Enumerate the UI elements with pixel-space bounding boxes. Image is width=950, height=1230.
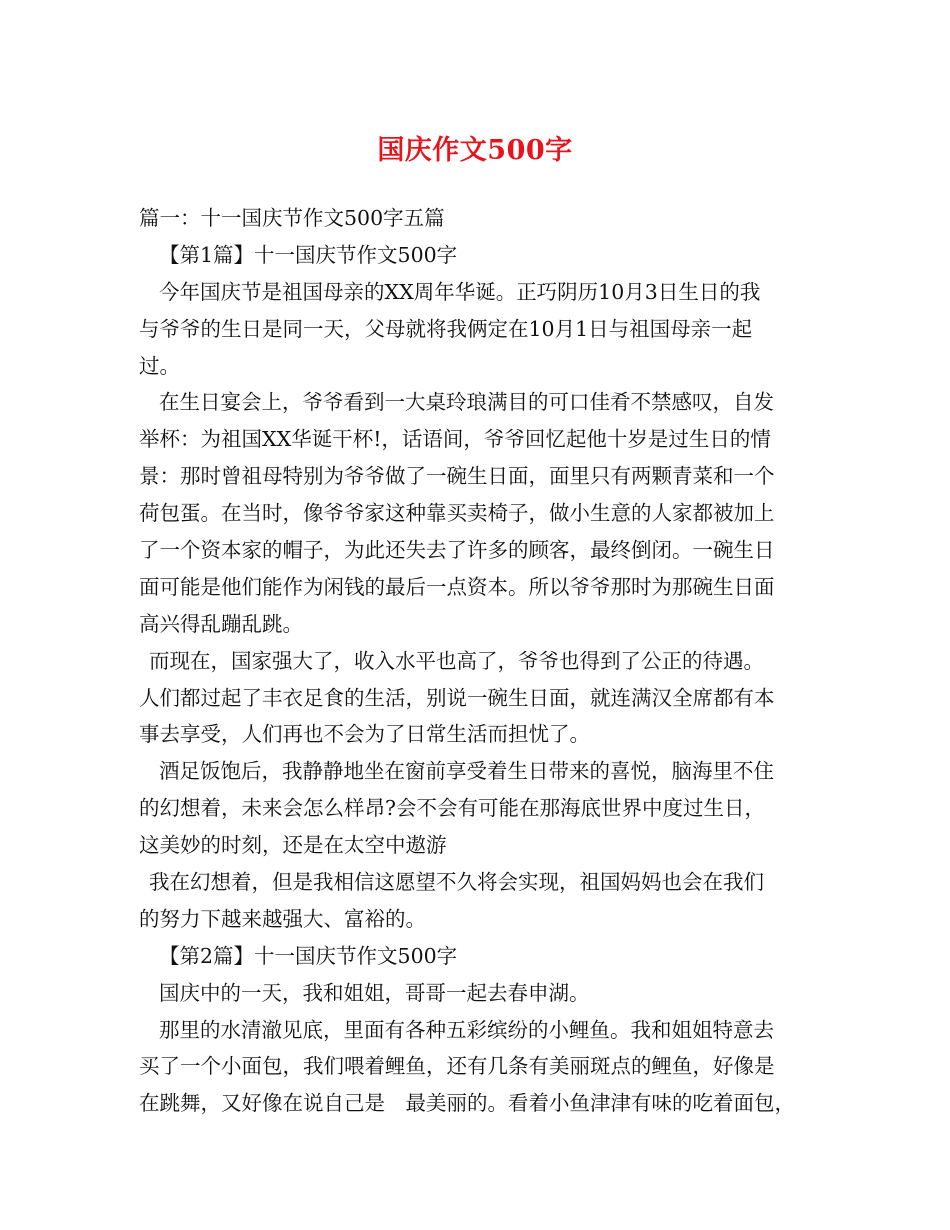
paragraph-line: 的努力下越来越强大、富裕的。	[139, 906, 426, 931]
article-heading: 【第2篇】十一国庆节作文500字	[159, 943, 458, 968]
paragraph-line: 而现在，国家强大了，收入水平也高了，爷爷也得到了公正的待遇。	[149, 648, 764, 673]
document-body	[139, 200, 819, 1122]
section-heading: 篇一：十一国庆节作文500字五篇	[139, 206, 445, 230]
paragraph-line: 荷包蛋。在当时，像爷爷家这种靠买卖椅子，做小生意的人家都被加上	[139, 501, 775, 526]
paragraph-line: 了一个资本家的帽子，为此还失去了许多的顾客，最终倒闭。一碗生日	[139, 538, 775, 563]
paragraph-line: 举杯：为祖国XX华诞干杯!，话语间，爷爷回忆起他十岁是过生日的情	[139, 427, 771, 452]
paragraph-line: 国庆中的一天，我和姐姐，哥哥一起去春申湖。	[159, 980, 590, 1005]
document-title: 国庆作文500字	[377, 135, 573, 166]
paragraph-line: 酒足饭饱后，我静静地坐在窗前享受着生日带来的喜悦，脑海里不住	[159, 759, 774, 784]
paragraph-line: 在跳舞，又好像在说自己是 最美丽的。看着小鱼津津有味的吃着面包，	[139, 1091, 795, 1116]
paragraph-line: 这美妙的时刻，还是在太空中遨游	[139, 833, 447, 858]
paragraph-line: 事去享受，人们再也不会为了日常生活而担忧了。	[139, 722, 590, 747]
paragraph-line: 的幻想着，未来会怎么样昂?会不会有可能在那海底世界中度过生日，	[139, 796, 765, 821]
article-heading: 【第1篇】十一国庆节作文500字	[159, 242, 458, 267]
paragraph-line: 景：那时曾祖母特别为爷爷做了一碗生日面，面里只有两颗青菜和一个	[139, 464, 775, 489]
paragraph-line: 人们都过起了丰衣足食的生活，别说一碗生日面，就连满汉全席都有本	[139, 685, 775, 710]
paragraph-line: 今年国庆节是祖国母亲的XX周年华诞。正巧阴历10月3日生日的我	[159, 279, 761, 304]
paragraph-line: 面可能是他们能作为闲钱的最后一点资本。所以爷爷那时为那碗生日面	[139, 574, 775, 599]
paragraph-line: 过。	[139, 353, 180, 378]
paragraph-line: 那里的水清澈见底，里面有各种五彩缤纷的小鲤鱼。我和姐姐特意去	[159, 1017, 774, 1042]
paragraph-line: 在生日宴会上，爷爷看到一大桌玲琅满目的可口佳肴不禁感叹，自发	[159, 390, 774, 415]
paragraph-line: 我在幻想着，但是我相信这愿望不久将会实现，祖国妈妈也会在我们	[149, 870, 764, 895]
paragraph-line: 买了一个小面包，我们喂着鲤鱼，还有几条有美丽斑点的鲤鱼，好像是	[139, 1054, 775, 1079]
paragraph-line: 高兴得乱蹦乱跳。	[139, 611, 303, 636]
paragraph-line: 与爷爷的生日是同一天，父母就将我俩定在10月1日与祖国母亲一起	[139, 316, 753, 341]
